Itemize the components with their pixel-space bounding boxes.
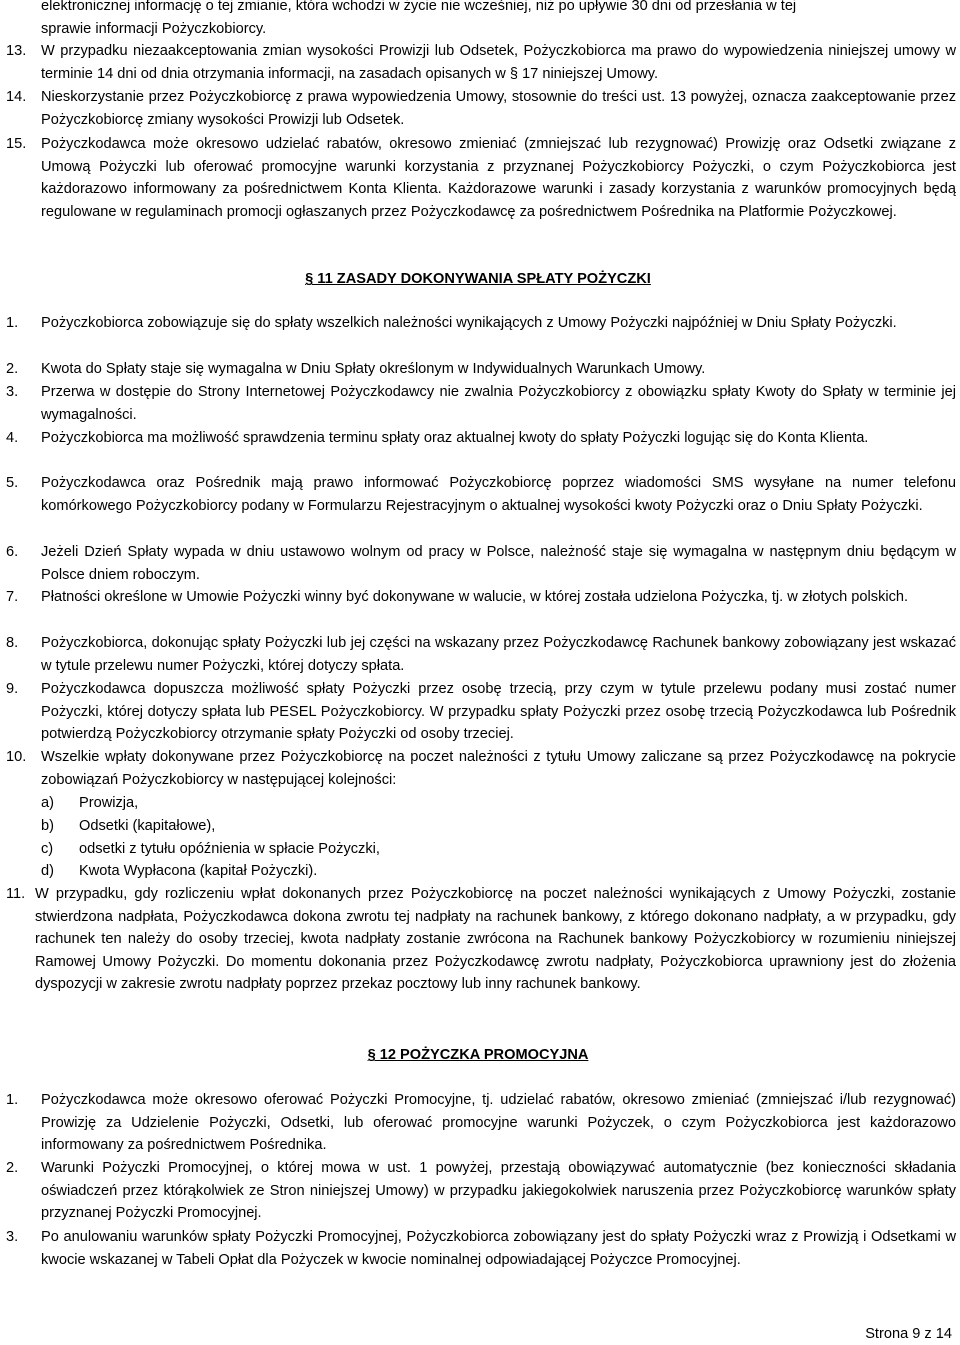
sub-item-text: odsetki z tytułu opóźnienia w spłacie Pożyczki,	[79, 841, 380, 857]
item-number: 13.	[6, 43, 27, 59]
item-text: Pożyczkodawca dopuszcza możliwość spłaty Pożyczki przez osobę trzecią, przy czym w tytule przelewu podany musi zostać numer Pożyczki, której dotyczy spłata lub PESEL Pożyczkobiorcy. W przypadku spłaty Pożyczki przez osobę trzecią Pożyczkodawca lub Pośrednik potwierdzą Pożyczkobiorcy otrzymanie spłaty Pożyczki od osoby trzeciej.	[41, 681, 956, 742]
item-number: 2.	[6, 361, 19, 377]
item-text: Pożyczkobiorca ma możliwość sprawdzenia terminu spłaty oraz aktualnej kwoty do spłaty Pożyczki logując się do Konta Klienta.	[41, 430, 869, 446]
item-text: Płatności określone w Umowie Pożyczki winny być dokonywane w walucie, w której została udzielona Pożyczka, tj. w złotych polskich.	[41, 589, 909, 605]
section-11-title: § 11 ZASADY DOKONYWANIA SPŁATY POŻYCZKI	[305, 271, 651, 287]
item-text: Wszelkie wpłaty dokonywane przez Pożyczkobiorcę na poczet należności z tytułu Umowy zaliczane są przez Pożyczkodawcę na pokrycie zobowiązań Pożyczkobiorcy w następującej kolejności:	[41, 749, 956, 788]
item-number: 1.	[6, 1092, 19, 1108]
item-number: 14.	[6, 89, 27, 105]
item-text: Kwota do Spłaty staje się wymagalna w Dniu Spłaty określonym w Indywidualnych Warunkach Umowy.	[41, 361, 706, 377]
item-number: 1.	[6, 315, 19, 331]
item-text: Nieskorzystanie przez Pożyczkobiorcę z prawa wypowiedzenia Umowy, stosownie do treści ust. 13 powyżej, oznacza zaakceptowanie przez Pożyczkobiorcę zmiany wysokości Prowizji lub Odsetek.	[41, 89, 956, 128]
sub-item-text: Prowizja,	[79, 795, 139, 811]
sub-item-label: c)	[41, 841, 54, 857]
item-text: Pożyczkobiorca, dokonując spłaty Pożyczki lub jej części na wskazany przez Pożyczkodawcę Rachunek bankowy zobowiązany jest wskazać w tytule przelewu numer Pożyczki, której dotyczy spłata.	[41, 635, 956, 674]
item-text: Jeżeli Dzień Spłaty wypada w dniu ustawowo wolnym od pracy w Polsce, należność staje się wymagalna w następnym dniu będącym w Polsce dniem roboczym.	[41, 544, 956, 583]
sub-item-label: d)	[41, 863, 54, 879]
sub-item-label: b)	[41, 818, 54, 834]
sub-item-text: Odsetki (kapitałowe),	[79, 818, 216, 834]
item-number: 8.	[6, 635, 19, 651]
continuation-line-2: sprawie informacji Pożyczkobiorcy.	[41, 20, 267, 37]
item-text: Pożyczkodawca oraz Pośrednik mają prawo informować Pożyczkobiorcę poprzez wiadomości SMS wysyłane na numer telefonu komórkowego Pożyczkobiorcy podany w Formularzu Rejestracyjnym o aktualnej wysokości kwoty Pożyczki oraz o Dniu Spłaty Pożyczki.	[41, 475, 956, 514]
section-12-title: § 12 POŻYCZKA PROMOCYJNA	[367, 1047, 589, 1063]
item-number: 10.	[6, 749, 27, 765]
item-number: 7.	[6, 589, 19, 605]
section-12-heading	[0, 1044, 956, 1066]
item-text: Przerwa w dostępie do Strony Internetowej Pożyczkodawcy nie zwalnia Pożyczkobiorcy z obowiązku spłaty Kwoty do Spłaty w terminie jej wymagalności.	[41, 384, 956, 423]
continuation-line-1: elektronicznej informację o tej zmianie, która wchodzi w życie nie wcześniej, niż po upływie 30 dni od przesłania w tej	[41, 0, 797, 14]
item-text: W przypadku, gdy rozliczeniu wpłat dokonanych przez Pożyczkobiorcę na poczet należności wynikających z Umowy Pożyczki, zostanie stwierdzona nadpłata, Pożyczkodawca dokona zwrotu tej nadpłaty na rachunek bankowy, z którego dokonano nadpłaty, a w przypadku, gdy rachunek ten należy do osoby trzeciej, kwota nadpłaty zostanie zwrócona na Rachunek bankowy Pożyczkobiorcy w rozumieniu niniejszej Ramowej Umowy Pożyczki. Do momentu dokonania przez Pożyczkodawcę zwrotu nadpłaty, Pożyczkobiorca uprawniony jest do złożenia dyspozycji w zakresie zwrotu nadpłaty poprzez przekaz pocztowy lub inny rachunek bankowy.	[35, 886, 956, 992]
item-text: Warunki Pożyczki Promocyjnej, o której mowa w ust. 1 powyżej, przestają obowiązywać automatycznie (bez konieczności składania oświadczeń przez którąkolwiek ze Stron niniejszej Umowy) w przypadku jakiegokolwiek naruszenia przez Pożyczkobiorcę warunków spłaty przyznanej Pożyczki Promocyjnej.	[41, 1160, 956, 1221]
sub-list-item	[41, 815, 215, 838]
page-number: Strona 9 z 14	[865, 1326, 952, 1342]
item-number: 9.	[6, 681, 19, 697]
sub-list-item	[41, 792, 138, 815]
item-number: 15.	[6, 136, 27, 152]
sub-item-text: Kwota Wypłacona (kapitał Pożyczki).	[79, 863, 318, 879]
sub-list-item	[41, 860, 317, 883]
item-number: 5.	[6, 475, 19, 491]
item-number: 3.	[6, 1229, 19, 1245]
sub-item-label: a)	[41, 795, 54, 811]
item-number: 4.	[6, 430, 19, 446]
item-number: 11.	[6, 886, 26, 902]
item-number: 3.	[6, 384, 19, 400]
item-number: 2.	[6, 1160, 19, 1176]
item-text: W przypadku niezaakceptowania zmian wysokości Prowizji lub Odsetek, Pożyczkobiorca ma prawo do wypowiedzenia niniejszej umowy w terminie 14 dni od dnia otrzymania informacji, na zasadach opisanych w § 17 niniejszej Umowy.	[41, 43, 956, 82]
item-text: Pożyczkodawca może okresowo oferować Pożyczki Promocyjne, tj. udzielać rabatów, okresowo zmieniać (zmniejszać i/lub rezygnować) Prowizję za Udzielenie Pożyczki, Odsetki, lub oferować promocyjne warunki Pożyczek, o czym Pożyczkobiorca jest każdorazowo informowany za pośrednictwem Pośrednika.	[41, 1092, 956, 1153]
item-text: Po anulowaniu warunków spłaty Pożyczki Promocyjnej, Pożyczkobiorca zobowiązany jest do spłaty Pożyczki wraz z Prowizją i Odsetkami w kwocie wskazanej w Tabeli Opłat dla Pożyczek w kwocie nominalnej odpowiadającej Pożyczce Promocyjnej.	[41, 1229, 956, 1268]
section-11-heading	[0, 268, 956, 290]
item-number: 6.	[6, 544, 19, 560]
item-text: Pożyczkobiorca zobowiązuje się do spłaty wszelkich należności wynikających z Umowy Pożyczki najpóźniej w Dniu Spłaty Pożyczki.	[41, 315, 897, 331]
sub-list-item	[41, 838, 380, 861]
item-text: Pożyczkodawca może okresowo udzielać rabatów, okresowo zmieniać (zmniejszać lub rezygnować) Prowizję oraz Odsetki związane z Umową Pożyczki lub oferować promocyjne warunki korzystania z przyznanej Pożyczkobiorcy Pożyczki, o czym Pożyczkobiorca jest każdorazowo informowany za pośrednictwem Konta Klienta. Każdorazowe warunki i zasady korzystania z warunków promocyjnych będą regulowane w regulaminach promocji ogłaszanych przez Pożyczkodawcę za pośrednictwem Pośrednika na Platformie Pożyczkowej.	[41, 136, 956, 220]
